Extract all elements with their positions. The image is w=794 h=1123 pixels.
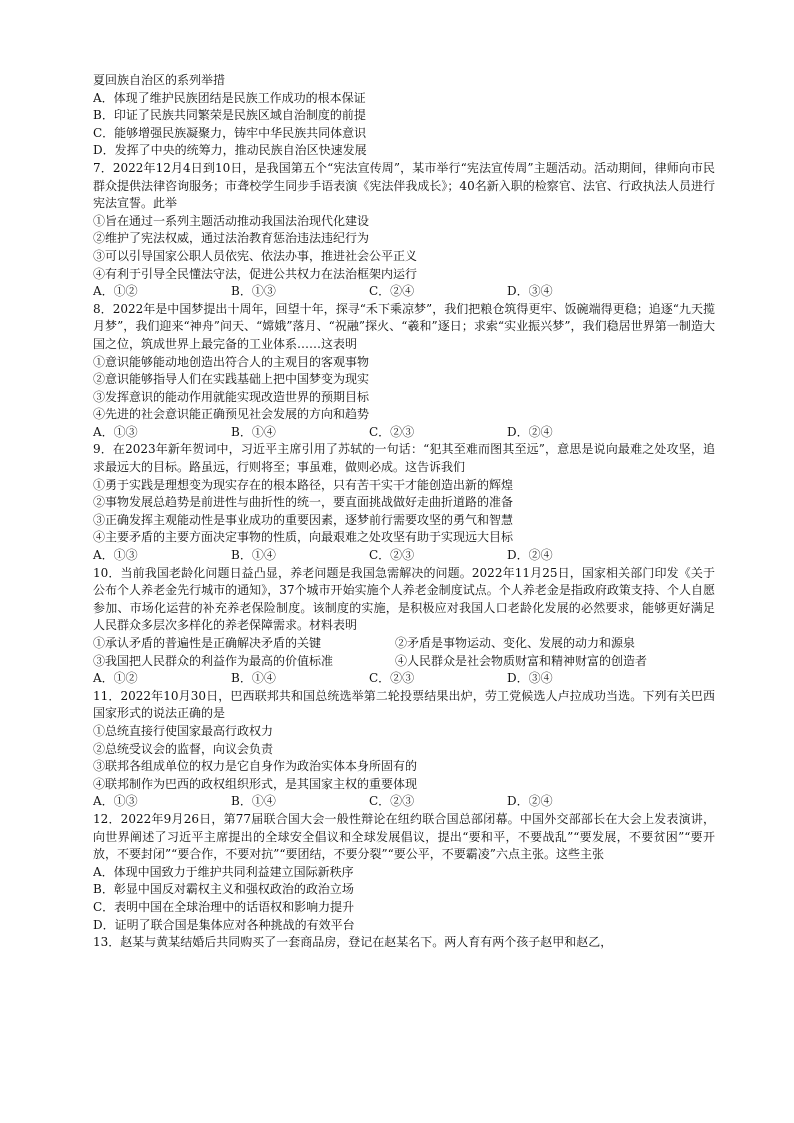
- statement-1: ①意识能够能动地创造出符合人的主观目的客观事物: [93, 354, 370, 369]
- question-stem: 夏回族自治区的系列举措: [93, 73, 226, 87]
- statement-4: ④先进的社会意识能正确预见社会发展的方向和趋势: [93, 407, 370, 422]
- option-c: C．②③: [369, 424, 415, 439]
- answer-options: [93, 547, 715, 565]
- statement-4: ④人民群众是社会物质财富和精神财富的创造者: [395, 653, 648, 668]
- answer-options: [93, 424, 715, 442]
- question-8: [93, 301, 715, 442]
- option-c: C．②④: [369, 284, 415, 299]
- question-13: [93, 934, 715, 952]
- statement-3: ③我国把人民群众的利益作为最高的价值标准: [93, 653, 334, 668]
- statement-2: ②事物发展总趋势是前进性与曲折性的统一，要直面挑战做好走曲折道路的准备: [93, 495, 514, 510]
- question-stem: 8．2022年是中国梦提出十周年，回望十年，探寻“禾下乘凉梦”，我们把粮仓筑得更牢、饭碗端得更稳；追逐“九天揽月梦”，我们迎来“神舟”问天、“嫦娥”落月、“祝融”探火、“羲和”逐日；求索“实业振兴梦”，我们稳居世界第一制造大国之位，筑成世界上最完备的工业体系……这表明: [93, 301, 715, 351]
- option-b: B．①④: [231, 548, 276, 563]
- option-a: A．体现中国致力于维护共同利益建立国际新秩序: [93, 864, 354, 879]
- option-c: C．②③: [369, 671, 415, 686]
- option-c: C．表明中国在全球治理中的话语权和影响力提升: [93, 899, 355, 914]
- question-11: [93, 688, 715, 811]
- statement-row: [93, 635, 715, 653]
- question-7: [93, 160, 715, 301]
- option-a: A．①②: [93, 671, 138, 686]
- question-stem: 11．2022年10月30日，巴西联邦共和国总统选举第二轮投票结果出炉，劳工党候选人卢拉成功当选。下列有关巴西国家形式的说法正确的是: [93, 688, 715, 721]
- statement-3: ③正确发挥主观能动性是事业成功的重要因素，逐梦前行需要攻坚的勇气和智慧: [93, 512, 514, 527]
- question-stem: 10．当前我国老龄化问题日益凸显，养老问题是我国急需解决的问题。2022年11月25日，国家相关部门印发《关于公布个人养老金先行城市的通知》，37个城市开始实施个人养老金制度试点。个人养老金是指政府政策支持、个人自愿参加、市场化运营的补充养老保险制度。该制度的实施，是积极应对我国人口老龄化发展的必然要求，能够更好满足人民群众多层次多样化的养老保障需求。材料表明: [93, 565, 715, 633]
- statement-3: ③发挥意识的能动作用就能实现改造世界的预期目标: [93, 389, 370, 404]
- option-b: B．彰显中国反对霸权主义和强权政治的政治立场: [93, 882, 354, 897]
- option-a: A．①③: [93, 548, 138, 563]
- option-b: B．①④: [231, 671, 276, 686]
- question-6: [93, 72, 715, 160]
- option-a: A．①②: [93, 284, 138, 299]
- option-a: A．体现了维护民族团结是民族工作成功的根本保证: [93, 90, 366, 105]
- option-d: D．③④: [507, 671, 553, 686]
- statement-2: ②意识能够指导人们在实践基础上把中国梦变为现实: [93, 372, 370, 387]
- answer-options: [93, 670, 715, 688]
- option-b: B．①③: [231, 284, 276, 299]
- option-b: B．①④: [231, 424, 276, 439]
- option-d: D．②④: [507, 424, 553, 439]
- statement-1: ①旨在通过一系列主题活动推动我国法治现代化建设: [93, 213, 370, 228]
- option-d: D．③④: [507, 284, 553, 299]
- statement-3: ③联邦各组成单位的权力是它自身作为政治实体本身所固有的: [93, 759, 418, 774]
- question-stem: 9．在2023年新年贺词中，习近平主席引用了苏轼的一句话：“犯其至难而图其至远”，意思是说向最难之处攻坚，追求最远大的目标。路虽远，行则将至；事虽难，做则必成。这告诉我们: [93, 442, 715, 475]
- answer-options: [93, 283, 715, 301]
- statement-1: ①承认矛盾的普遍性是正确解决矛盾的关键: [93, 636, 322, 650]
- question-10: [93, 565, 715, 688]
- statement-3: ③可以引导国家公职人员依宪、依法办事，推进社会公平正义: [93, 248, 418, 263]
- option-c: C．②③: [369, 548, 415, 563]
- option-d: D．证明了联合国是集体应对各种挑战的有效平台: [93, 917, 355, 932]
- statement-2: ②矛盾是事物运动、变化、发展的动力和源泉: [395, 636, 636, 650]
- statement-4: ④主要矛盾的主要方面决定事物的性质，向最艰难之处攻坚有助于实现远大目标: [93, 530, 514, 545]
- question-stem: 12．2022年9月26日，第77届联合国大会一般性辩论在纽约联合国总部闭幕。中国外交部部长在大会上发表演讲，向世界阐述了习近平主席提出的全球安全倡议和全球发展倡议，提出“要和平，不要战乱”“要发展，不要贫困”“要开放，不要封闭”“要合作，不要对抗”“要团结，不要分裂”“要公平，不要霸凌”六点主张。这些主张: [93, 811, 715, 862]
- option-d: D．发挥了中央的统筹力，推动民族自治区快速发展: [93, 143, 367, 158]
- question-9: [93, 441, 715, 564]
- option-b: B．①④: [231, 794, 276, 809]
- question-stem: 7．2022年12月4日到10日，是我国第五个“宪法宣传周”，某市举行“宪法宣传周”主题活动。活动期间，律师向市民群众提供法律咨询服务；市聋校学生同步手语表演《宪法伴我成长》；40名新入职的检察官、法官、行政执法人员进行宪法宣誓。此举: [93, 160, 715, 211]
- statement-row: [93, 653, 715, 671]
- option-d: D．②④: [507, 548, 553, 563]
- statement-2: ②总统受议会的监督，向议会负责: [93, 741, 274, 756]
- question-stem: 13．赵某与黄某结婚后共同购买了一套商品房，登记在赵某名下。两人育有两个孩子赵甲和赵乙，: [93, 935, 613, 950]
- option-c: C．②③: [369, 794, 415, 809]
- statement-1: ①总统直接行使国家最高行政权力: [93, 723, 274, 738]
- option-a: A．①③: [93, 424, 138, 439]
- statement-1: ①勇于实践是理想变为现实存在的根本路径，只有苦干实干才能创造出新的辉煌: [93, 477, 514, 492]
- answer-options: [93, 793, 715, 811]
- statement-4: ④联邦制作为巴西的政权组织形式，是其国家主权的重要体现: [93, 776, 418, 791]
- statement-2: ②维护了宪法权威，通过法治教育惩治违法违纪行为: [93, 231, 370, 246]
- option-c: C．能够增强民族凝聚力，铸牢中华民族共同体意识: [93, 125, 367, 140]
- exam-page: [93, 72, 715, 952]
- option-b: B．印证了民族共同繁荣是民族区域自治制度的前提: [93, 108, 366, 123]
- question-12: [93, 811, 715, 934]
- option-a: A．①③: [93, 794, 138, 809]
- option-d: D．②④: [507, 794, 553, 809]
- statement-4: ④有利于引导全民懂法守法，促进公共权力在法治框架内运行: [93, 266, 418, 281]
